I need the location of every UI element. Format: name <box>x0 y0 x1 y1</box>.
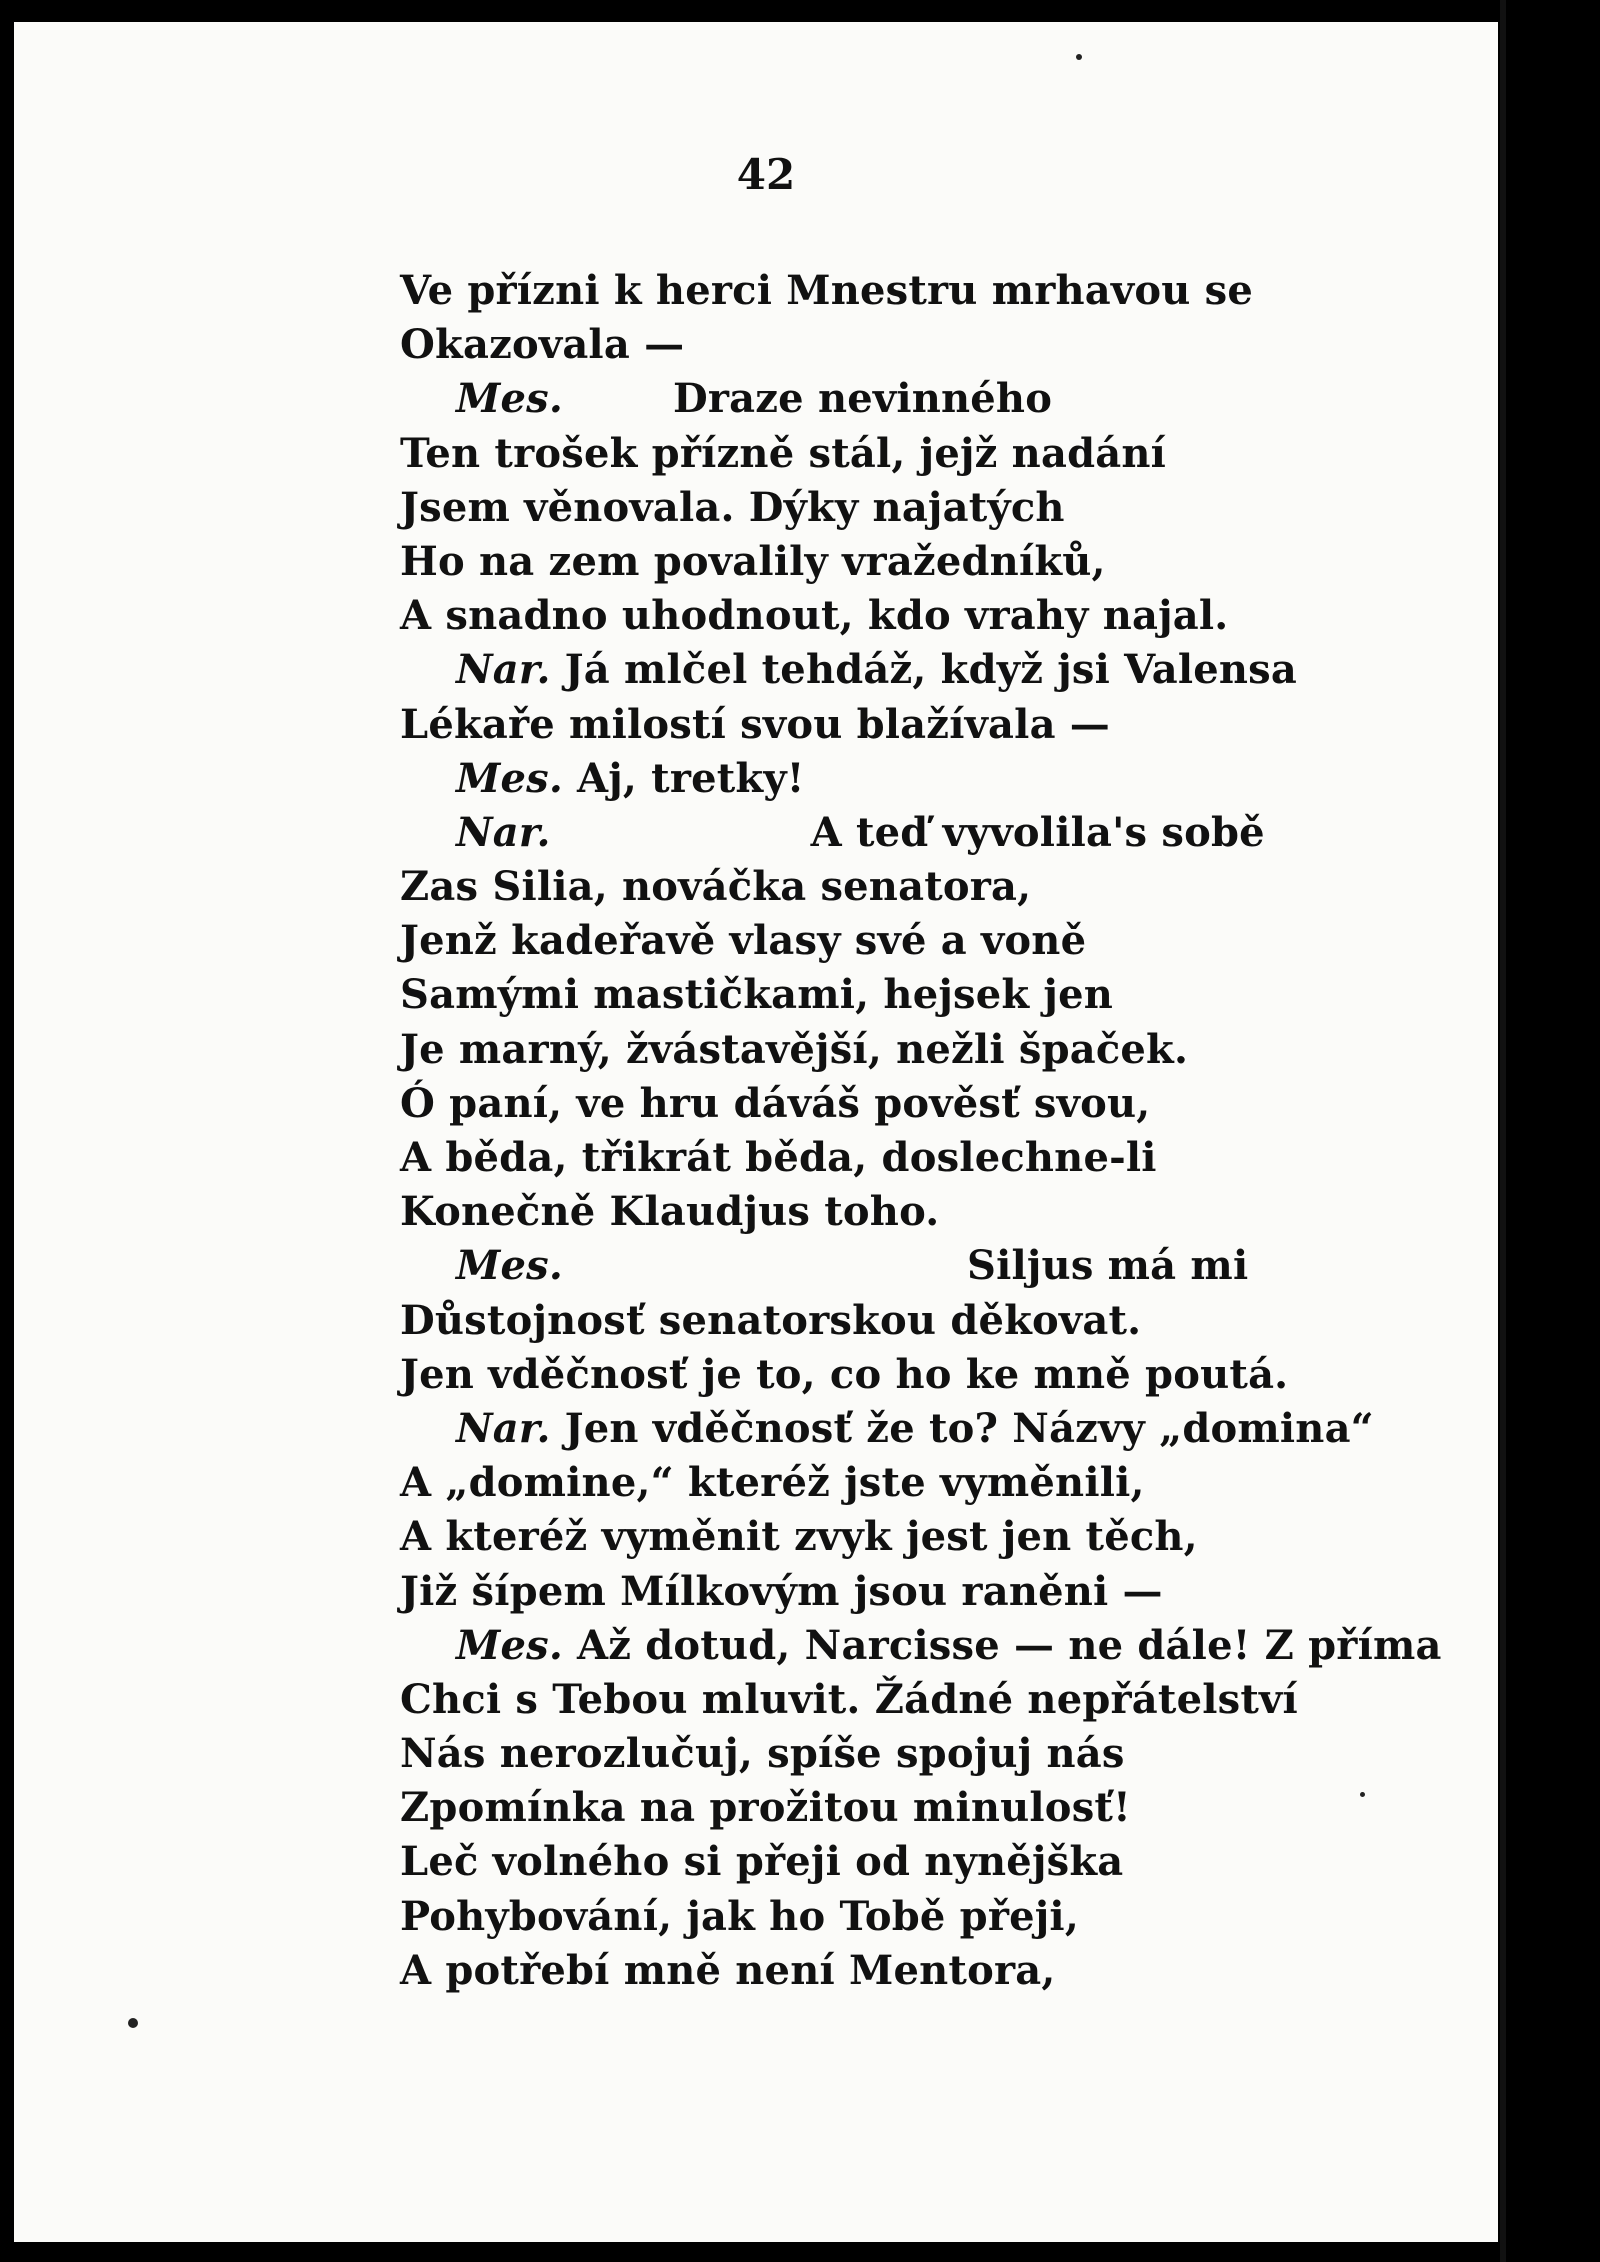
line-text: Samými mastičkami, hejsek jen <box>400 971 1114 1019</box>
poem-line <box>400 1131 1460 1185</box>
poem-line <box>400 1023 1460 1077</box>
line-text: Nás nerozlučuj, spíše spojuj nás <box>400 1730 1125 1778</box>
line-text: A potřebí mně není Mentora, <box>400 1946 1056 1994</box>
page-number: 42 <box>736 150 796 199</box>
line-text: Ve přízni k herci Mnestru mrhavou se <box>400 267 1254 314</box>
line-text: Pohybování, jak ho Tobě přeji, <box>400 1892 1079 1940</box>
poem-line <box>400 372 1460 426</box>
poem-line <box>400 860 1460 914</box>
line-text: Zas Silia, nováčka senatora, <box>400 863 1032 911</box>
line-text: A běda, třikrát běda, doslechne-li <box>400 1134 1157 1181</box>
poem-line <box>400 752 1460 806</box>
poem-line <box>400 535 1460 589</box>
poem-line <box>400 1510 1460 1564</box>
speaker-name: Mes. <box>456 1242 563 1290</box>
poem-line <box>400 806 1460 860</box>
poem-line <box>400 914 1460 968</box>
poem-line <box>400 1619 1460 1673</box>
line-text: A snadno uhodnout, kdo vrahy najal. <box>400 592 1229 640</box>
line-text: Je marný, žvástavější, nežli špaček. <box>400 1025 1189 1073</box>
speaker-name: Nar. <box>456 646 551 694</box>
line-text: Ten trošek přízně stál, jejž nadání <box>400 429 1167 477</box>
poem-line <box>400 1456 1460 1510</box>
dust-speck <box>1360 1792 1365 1797</box>
line-text: A kteréž vyměnit zvyk jest jen těch, <box>400 1513 1198 1561</box>
poem-line <box>400 968 1460 1022</box>
poem-line <box>400 1727 1460 1781</box>
poem-line <box>400 1077 1460 1131</box>
scan-border <box>1498 0 1600 2262</box>
line-text: Chci s Tebou mluvit. Žádné nepřátelství <box>400 1675 1298 1723</box>
poem-line <box>400 1781 1460 1835</box>
poem-line <box>400 318 1460 372</box>
speaker-name: Mes. <box>456 1621 563 1669</box>
line-text: Konečně Klaudjus toho. <box>400 1188 940 1236</box>
line-text: Jen vděčnosť že to? Názvy „domina“ <box>564 1404 1374 1452</box>
line-text: A teď vyvolila's sobě <box>810 808 1265 856</box>
line-text: Již šípem Mílkovým jsou raněni — <box>400 1567 1163 1615</box>
page-edge <box>1500 0 1506 2262</box>
poem-line <box>400 1835 1460 1889</box>
line-text: Jenž kadeřavě vlasy své a voně <box>400 917 1087 965</box>
line-text: Draze nevinného <box>672 375 1053 423</box>
line-text: Zpomínka na prožitou minulosť! <box>400 1784 1131 1832</box>
poem-line <box>400 1890 1460 1944</box>
poem-line <box>400 1944 1460 1998</box>
line-text: A „domine,“ kteréž jste vyměnili, <box>400 1459 1145 1507</box>
poem-line <box>400 1239 1460 1293</box>
line-text: Siljus má mi <box>966 1242 1249 1290</box>
poem-line <box>400 698 1460 752</box>
line-text: Lékaře milostí svou blažívala — <box>400 700 1111 748</box>
poem-line <box>400 1402 1460 1456</box>
poem-line <box>400 1565 1460 1619</box>
poem-line <box>400 264 1460 318</box>
line-text: Ó paní, ve hru dáváš pověsť svou, <box>400 1079 1151 1127</box>
line-text: Okazovala — <box>400 321 685 369</box>
line-text: Jsem věnovala. Dýky najatých <box>400 483 1065 531</box>
poem-line <box>400 643 1460 697</box>
poem-line <box>400 589 1460 643</box>
speaker-name: Nar. <box>456 808 551 856</box>
dust-speck <box>1076 54 1082 60</box>
line-text: Ho na zem povalily vražedníků, <box>400 537 1106 585</box>
speaker-name: Mes. <box>456 375 563 423</box>
poem-line <box>400 481 1460 535</box>
poem-line <box>400 427 1460 481</box>
poem-line <box>400 1185 1460 1239</box>
line-text: Leč volného si přeji od nynějška <box>400 1838 1124 1886</box>
dust-speck <box>128 2018 138 2028</box>
line-text: Jen vděčnosť je to, co ho ke mně poutá. <box>400 1350 1289 1398</box>
line-text: Aj, tretky! <box>576 754 805 802</box>
poem-line <box>400 1673 1460 1727</box>
speaker-name: Mes. <box>456 754 563 802</box>
poem-line <box>400 1348 1460 1402</box>
speaker-name: Nar. <box>456 1404 551 1452</box>
poem-line <box>400 1294 1460 1348</box>
line-text: Až dotud, Narcisse — ne dále! Z příma <box>576 1621 1442 1669</box>
line-text: Důstojnosť senatorskou děkovat. <box>400 1296 1142 1344</box>
line-text: Já mlčel tehdáž, když jsi Valensa <box>564 646 1298 694</box>
poem-text <box>400 264 1460 1998</box>
